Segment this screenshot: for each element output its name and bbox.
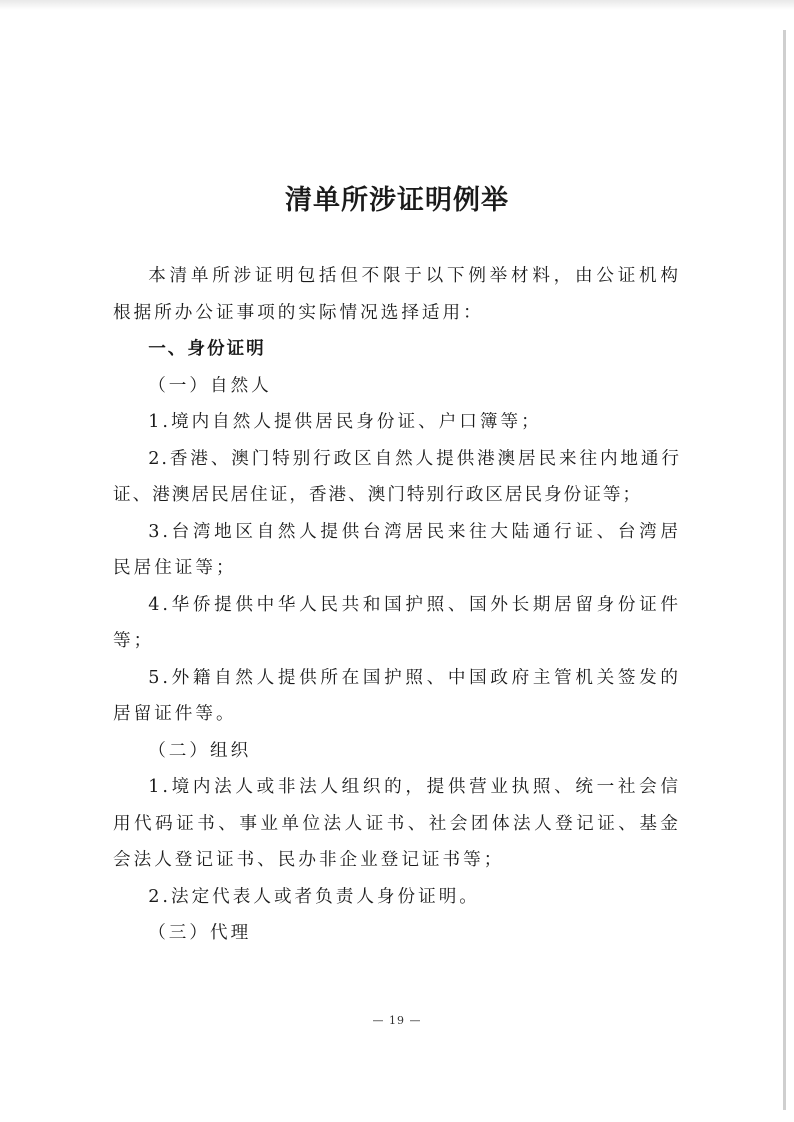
page-number: — 19 —: [372, 1014, 422, 1027]
list-item: 3.台湾地区自然人提供台湾居民来往大陆通行证、台湾居民居住证等；: [113, 521, 681, 578]
list-item: 1.境内法人或非法人组织的，提供营业执照、统一社会信用代码证书、事业单位法人证书、社会团体法人登记证、基金会法人登记证书、民办非企业登记证书等；: [113, 777, 681, 870]
document-body: [113, 258, 681, 952]
list-item: 4.华侨提供中华人民共和国护照、国外长期居留身份证件等；: [113, 594, 681, 651]
list-item: 2.香港、澳门特别行政区自然人提供港澳居民来往内地通行证、港澳居民居住证，香港、澳门特别行政区居民身份证等；: [113, 448, 681, 505]
section-heading-identity: 一、身份证明: [148, 338, 266, 359]
intro-paragraph: 本清单所涉证明包括但不限于以下例举材料，由公证机构根据所办公证事项的实际情况选择适用：: [113, 266, 681, 323]
list-item: 5.外籍自然人提供所在国护照、中国政府主管机关签发的居留证件等。: [113, 667, 681, 724]
document-title: 清单所涉证明例举: [285, 185, 509, 216]
subsection-heading-organization: （二）组织: [148, 740, 252, 761]
scan-top-edge: [0, 0, 794, 10]
subsection-heading-agency: （三）代理: [148, 923, 252, 943]
list-item: 1.境内自然人提供居民身份证、户口簿等；: [148, 412, 542, 432]
subsection-heading-natural-person: （一）自然人: [148, 375, 272, 396]
list-item: 2.法定代表人或者负责人身份证明。: [148, 886, 480, 907]
